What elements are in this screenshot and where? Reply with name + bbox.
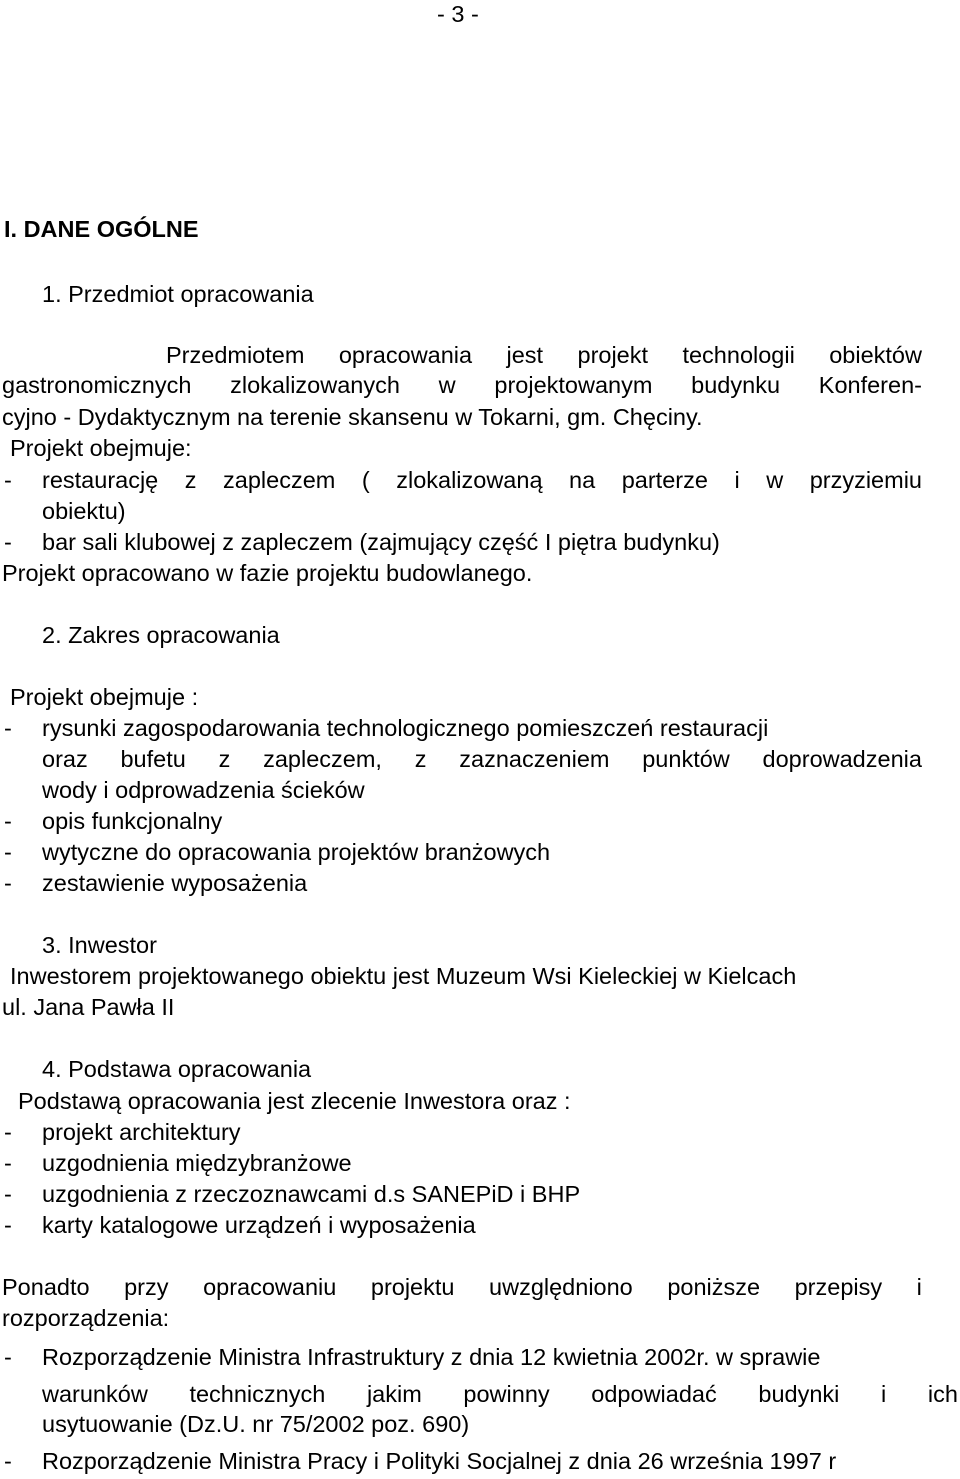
- s2-item2-text: opis funkcjonalny: [42, 808, 223, 834]
- s4-item4-text: karty katalogowe urządzeń i wyposażenia: [42, 1212, 476, 1238]
- section-heading: I. DANE OGÓLNE: [4, 216, 199, 242]
- list-dash: -: [4, 1181, 12, 1207]
- s2-item1-line-1: rysunki zagospodarowania technologicznego pomieszczeń restauracji: [42, 715, 769, 741]
- s4-reg1-line-3: usytuowanie (Dz.U. nr 75/2002 poz. 690): [42, 1411, 470, 1437]
- list-dash: -: [4, 1212, 12, 1238]
- s3-line-2: ul. Jana Pawła II: [2, 994, 175, 1020]
- s4-reg2-line-1: Rozporządzenie Ministra Pracy i Polityki Socjalnej z dnia 26 września 1997 r: [42, 1448, 837, 1474]
- list-dash: -: [4, 1150, 12, 1176]
- section-2-title: 2. Zakres opracowania: [42, 622, 280, 648]
- s4-regs-line-1: Ponadto przy opracowaniu projektu uwzględniono poniższe przepisy i: [2, 1274, 922, 1300]
- section-1-title: 1. Przedmiot opracowania: [42, 281, 314, 307]
- s3-line-1: Inwestorem projektowanego obiektu jest Muzeum Wsi Kieleckiej w Kielcach: [10, 963, 797, 989]
- s4-reg1-line-1: Rozporządzenie Ministra Infrastruktury z dnia 12 kwietnia 2002r. w sprawie: [42, 1344, 821, 1370]
- s2-intro: Projekt obejmuje :: [10, 684, 199, 710]
- list-dash: -: [4, 1448, 12, 1474]
- s1-para-line-2: gastronomicznych zlokalizowanych w projektowanym budynku Konferen-: [2, 372, 922, 398]
- s1-closing: Projekt opracowano w fazie projektu budowlanego.: [2, 560, 533, 586]
- list-dash: -: [4, 715, 12, 741]
- list-dash: -: [4, 529, 12, 555]
- s1-scope-intro: Projekt obejmuje:: [10, 435, 192, 461]
- s1-para-line-1: Przedmiotem opracowania jest projekt technologii obiektów: [166, 342, 922, 368]
- list-dash: -: [4, 808, 12, 834]
- list-dash: -: [4, 467, 12, 493]
- s1-item2-text: bar sali klubowej z zapleczem (zajmujący część I piętra budynku): [42, 529, 720, 555]
- s2-item3-text: wytyczne do opracowania projektów branżowych: [42, 839, 551, 865]
- s4-intro: Podstawą opracowania jest zlecenie Inwestora oraz :: [18, 1088, 571, 1114]
- list-dash: -: [4, 1344, 12, 1370]
- s4-regs-line-2: rozporządzenia:: [2, 1305, 170, 1331]
- list-dash: -: [4, 839, 12, 865]
- s4-item1-text: projekt architektury: [42, 1119, 241, 1145]
- s2-item4-text: zestawienie wyposażenia: [42, 870, 308, 896]
- s2-item1-line-2: oraz bufetu z zapleczem, z zaznaczeniem punktów doprowadzenia: [42, 746, 922, 772]
- s2-item1-line-3: wody i odprowadzenia ścieków: [42, 777, 365, 803]
- s1-para-line-3: cyjno - Dydaktycznym na terenie skansenu w Tokarni, gm. Chęciny.: [2, 404, 703, 430]
- s1-item1-line-1: restaurację z zapleczem ( zlokalizowaną na parterze i w przyziemiu: [42, 467, 922, 493]
- list-dash: -: [4, 870, 12, 896]
- page-number: - 3 -: [437, 1, 479, 27]
- s1-item1-line-2: obiektu): [42, 498, 126, 524]
- s4-reg1-line-2: warunków technicznych jakim powinny odpowiadać budynki i ich: [42, 1381, 958, 1407]
- s4-item3-text: uzgodnienia z rzeczoznawcami d.s SANEPiD i BHP: [42, 1181, 581, 1207]
- s4-item2-text: uzgodnienia międzybranżowe: [42, 1150, 352, 1176]
- section-3-title: 3. Inwestor: [42, 932, 157, 958]
- list-dash: -: [4, 1119, 12, 1145]
- section-4-title: 4. Podstawa opracowania: [42, 1056, 312, 1082]
